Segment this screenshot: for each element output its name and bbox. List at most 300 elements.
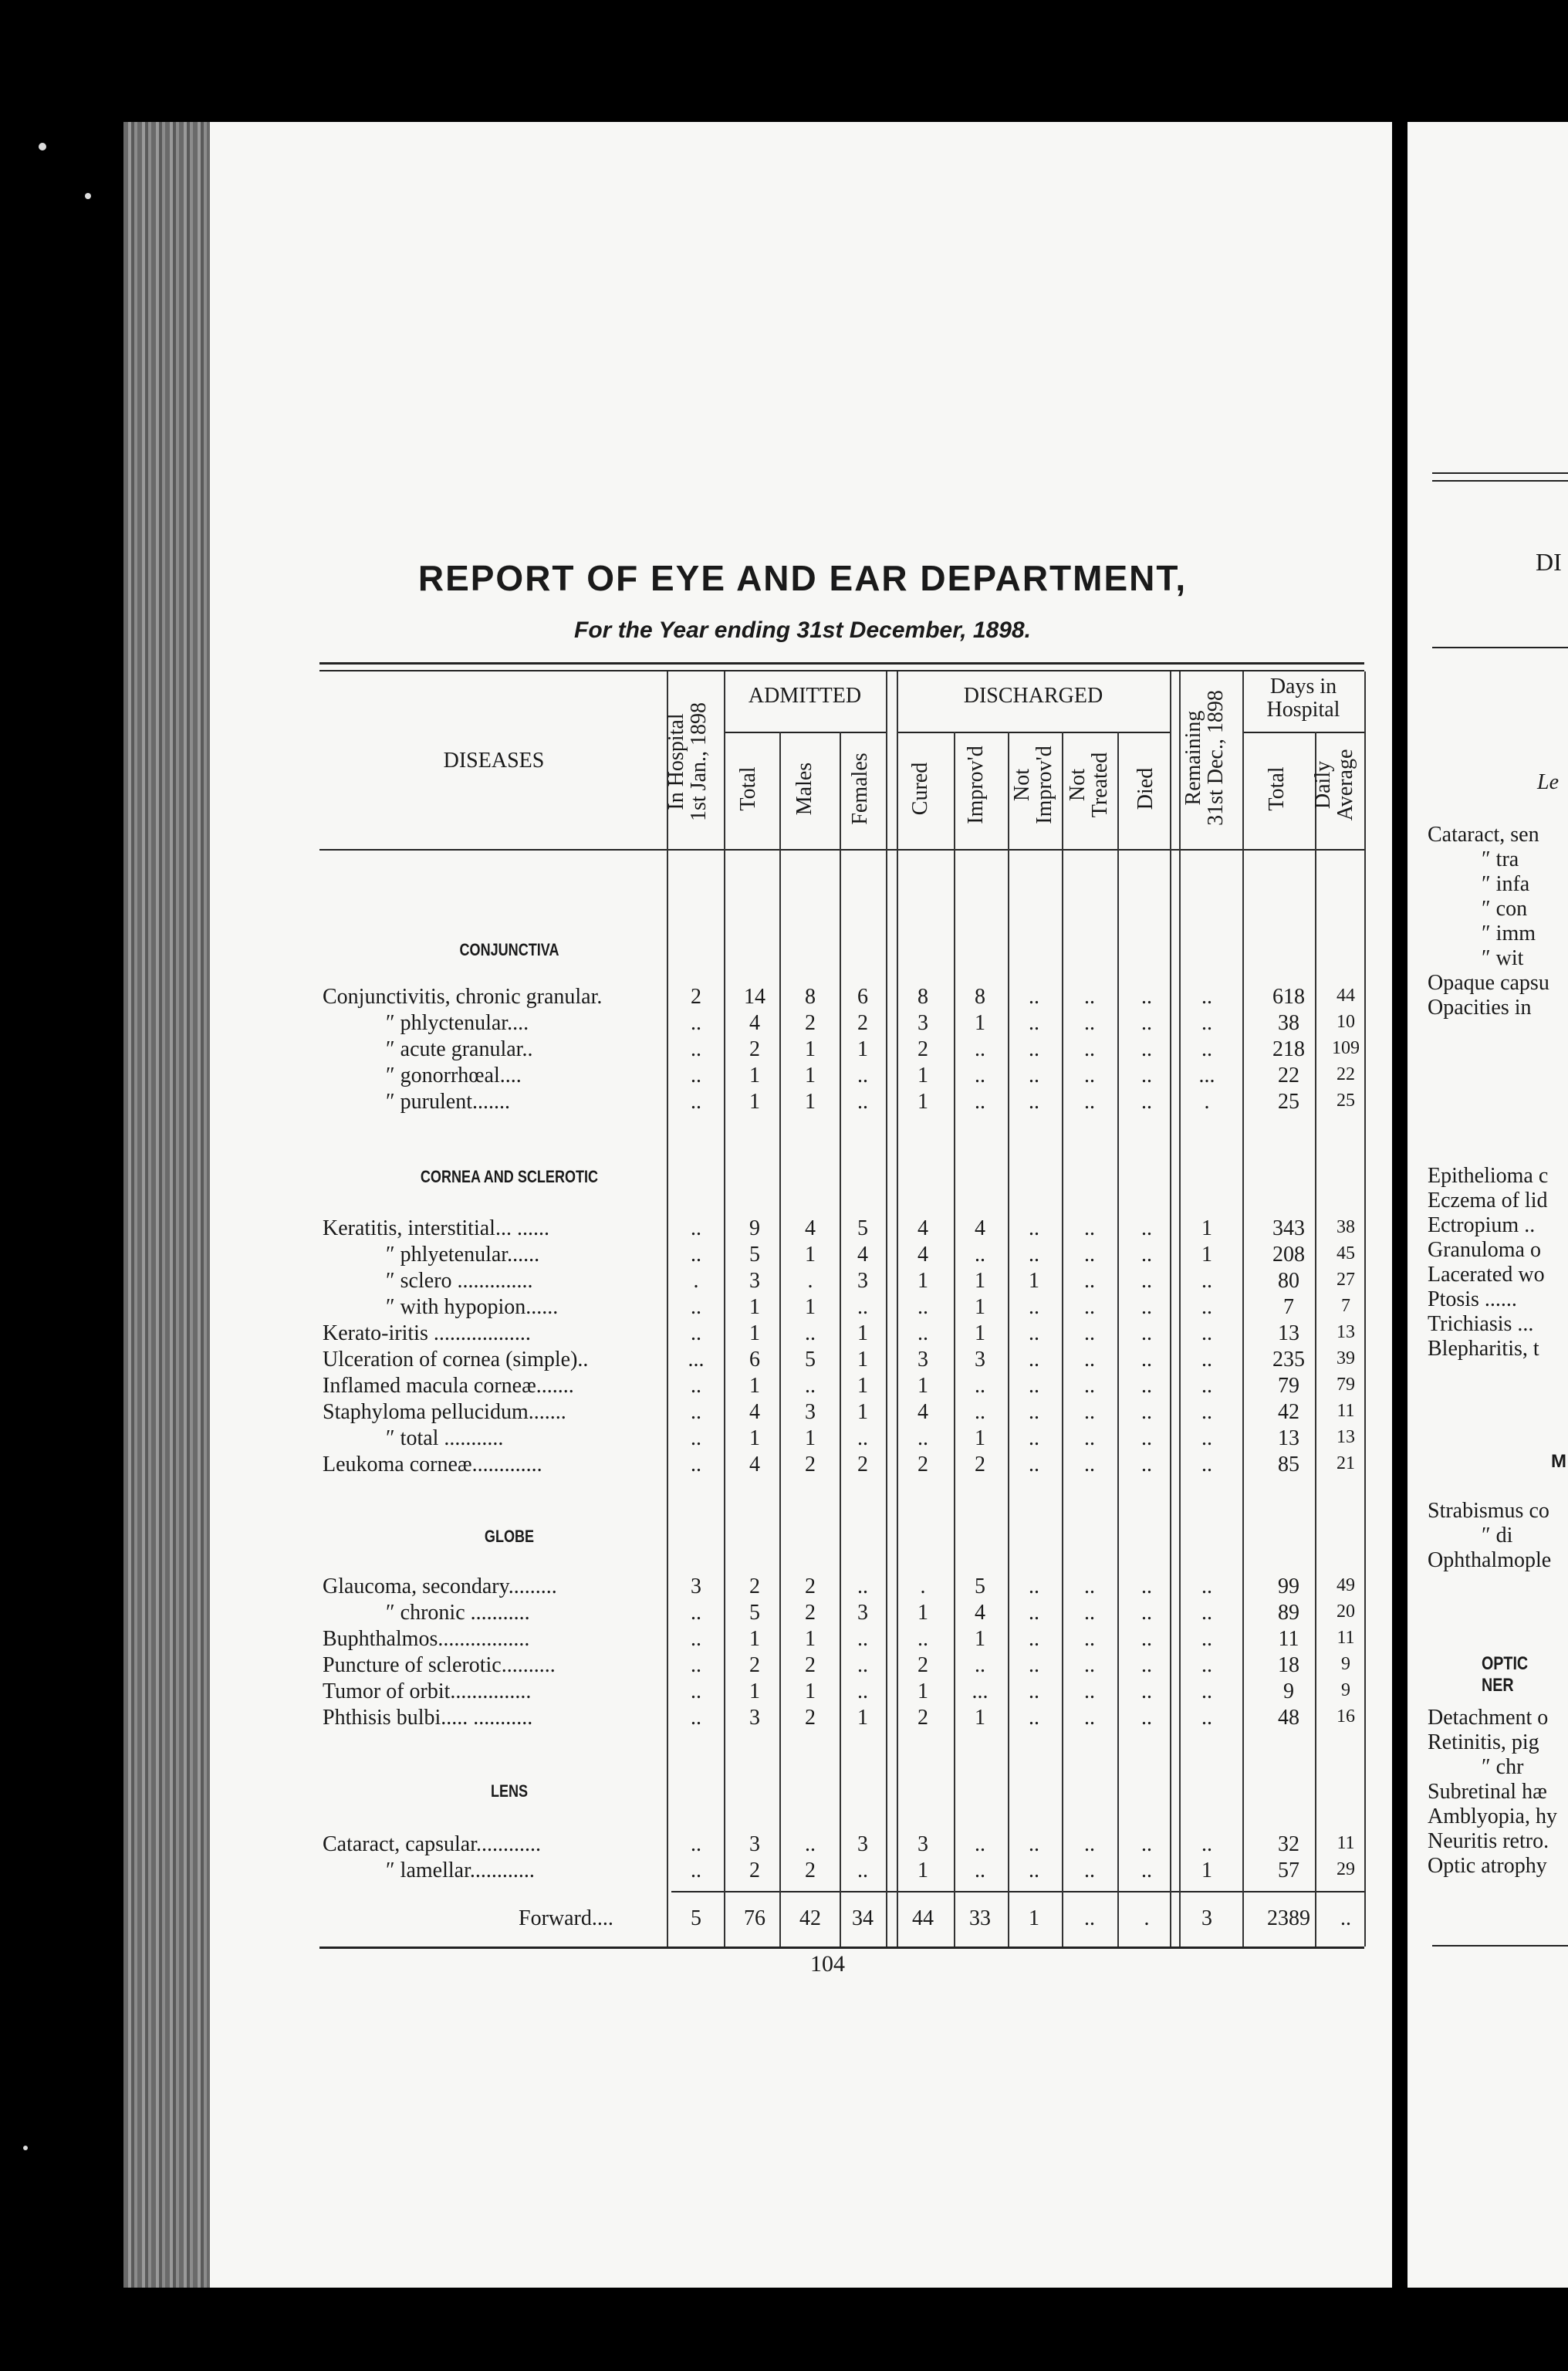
table-cell: 1 (749, 1627, 760, 1651)
table-cell: .. (691, 1627, 701, 1651)
table-cell: 1 (975, 1426, 985, 1450)
table-cell: .. (1084, 1037, 1095, 1061)
table-cell: 13 (1278, 1321, 1299, 1345)
table-cell: .. (1201, 1321, 1212, 1345)
table-cell: 2 (917, 1453, 928, 1476)
table-cell: 79 (1278, 1374, 1299, 1398)
table-cell: 4 (749, 1453, 760, 1476)
table-cell: 4 (805, 1216, 816, 1240)
table-cell: 2 (805, 1653, 816, 1677)
table-cell: .. (857, 1090, 868, 1114)
table-cell: 2 (917, 1037, 928, 1061)
table-cell: 38 (1278, 1011, 1299, 1035)
right-page-line: Detachment o (1428, 1706, 1549, 1730)
table-cell: 2 (857, 1011, 868, 1035)
table-cell: .. (1141, 1679, 1152, 1703)
right-page-line: Trichiasis ... (1428, 1312, 1534, 1336)
table-cell: .. (975, 1243, 985, 1267)
row-label: ″ acute granular.. (386, 1037, 533, 1061)
table-cell: .. (917, 1627, 928, 1651)
table-cell: .. (975, 1859, 985, 1882)
table-cell: 44 (1337, 986, 1355, 1006)
table-cell: 1 (749, 1090, 760, 1114)
table-cell: .. (1141, 1269, 1152, 1293)
right-page-line: Opaque capsu (1428, 971, 1549, 995)
table-cell: .. (1201, 1269, 1212, 1293)
table-cell: .. (857, 1859, 868, 1882)
forward-cell: 42 (799, 1906, 821, 1930)
header-remaining-line2: 31st Dec., 1898 (1204, 690, 1228, 826)
table-cell: 11 (1337, 1833, 1355, 1853)
table-cell: 1 (1201, 1859, 1212, 1882)
forward-cell: 2389 (1267, 1906, 1310, 1930)
table-cell: .. (1029, 1295, 1039, 1319)
table-cell: .. (1141, 1426, 1152, 1450)
dust-speck (23, 2146, 28, 2150)
table-cell: 32 (1278, 1832, 1299, 1856)
header-in-hospital (665, 681, 711, 843)
table-cell: .. (691, 1601, 701, 1625)
table-cell: .. (1084, 1295, 1095, 1319)
table-cell: .. (1141, 1574, 1152, 1598)
table-cell: 1 (975, 1706, 985, 1730)
table-cell: 1 (975, 1627, 985, 1651)
table-cell: .. (1141, 1832, 1152, 1856)
table-cell: .. (691, 1243, 701, 1267)
table-cell: 1 (1201, 1216, 1212, 1240)
header-not-improved-line2: Improv'd (1032, 746, 1057, 824)
table-cell: 1 (805, 1627, 816, 1651)
table-cell: .. (1084, 1243, 1095, 1267)
table-cell: .. (1201, 1011, 1212, 1035)
table-cell: 39 (1337, 1348, 1355, 1368)
table-cell: 45 (1337, 1243, 1355, 1263)
header-admitted: ADMITTED (748, 684, 862, 708)
header-in-hospital-line1: In Hospital (664, 713, 688, 810)
table-cell: .. (1201, 1453, 1212, 1476)
right-section-m: M (1551, 1451, 1566, 1472)
table-cell: .. (1029, 1679, 1039, 1703)
table-cell: .. (975, 1374, 985, 1398)
table-cell: .. (1029, 1859, 1039, 1882)
table-cell: 218 (1272, 1037, 1305, 1061)
table-cell: .. (975, 1064, 985, 1087)
table-cell: .. (1141, 1064, 1152, 1087)
table-cell: ... (688, 1348, 705, 1372)
right-page-line: Subretinal hæ (1428, 1780, 1547, 1804)
table-cell: 29 (1337, 1859, 1355, 1879)
forward-label: Forward.... (519, 1906, 613, 1930)
table-cell: 2 (691, 985, 701, 1009)
table-cell: 1 (805, 1243, 816, 1267)
table-cell: 2 (805, 1011, 816, 1035)
section-conjunctiva: CONJUNCTIVA (459, 940, 559, 959)
table-cell: . (693, 1269, 699, 1293)
table-cell: .. (1029, 1453, 1039, 1476)
table-cell: .. (1201, 1706, 1212, 1730)
table-cell: 5 (749, 1243, 760, 1267)
table-cell: 3 (749, 1269, 760, 1293)
table-cell: 2 (805, 1601, 816, 1625)
table-cell: .. (691, 1090, 701, 1114)
right-page-line: Ophthalmople (1428, 1548, 1552, 1572)
table-cell: .. (1141, 1037, 1152, 1061)
report-subtitle: For the Year ending 31st December, 1898. (574, 617, 1031, 643)
header-not-treated (1066, 735, 1112, 835)
table-cell: 1 (749, 1321, 760, 1345)
forward-cell: 33 (969, 1906, 991, 1930)
table-cell: 48 (1278, 1706, 1299, 1730)
table-top-rule-2 (319, 670, 1364, 671)
row-label: ″ with hypopion...... (386, 1295, 559, 1319)
table-cell: .. (691, 1832, 701, 1856)
table-cell: .. (1084, 1216, 1095, 1240)
table-cell: .. (1201, 985, 1212, 1009)
table-cell: 7 (1341, 1296, 1350, 1316)
header-females: Females (848, 753, 872, 825)
table-cell: 27 (1337, 1270, 1355, 1290)
table-cell: .. (1141, 1374, 1152, 1398)
row-label: Inflamed macula corneæ....... (323, 1374, 574, 1398)
table-cell: .. (691, 1400, 701, 1424)
table-cell: .. (1141, 1090, 1152, 1114)
table-cell: .. (1029, 1348, 1039, 1372)
table-cell: 1 (749, 1426, 760, 1450)
right-page-line: Ectropium .. (1428, 1213, 1536, 1237)
right-page-line: ″ infa (1482, 872, 1530, 896)
section-lens: LENS (490, 1781, 529, 1801)
table-cell: 1 (975, 1011, 985, 1035)
table-cell: 2 (749, 1574, 760, 1598)
table-cell: .. (975, 1037, 985, 1061)
table-cell: .. (1029, 1627, 1039, 1651)
table-cell: 57 (1278, 1859, 1299, 1882)
header-remaining (1182, 673, 1228, 843)
right-page-line: Opacities in (1428, 996, 1532, 1020)
right-section-optic: OPTIC NER (1482, 1653, 1529, 1696)
right-page-line: Epithelioma c (1428, 1164, 1549, 1188)
right-page-line: Strabismus co (1428, 1499, 1549, 1523)
table-cell: 343 (1272, 1216, 1305, 1240)
table-cell: .. (857, 1426, 868, 1450)
table-cell: .. (1141, 985, 1152, 1009)
table-cell: .. (1029, 1706, 1039, 1730)
table-cell: 8 (805, 985, 816, 1009)
right-page-line: Lacerated wo (1428, 1263, 1545, 1287)
table-cell: .. (805, 1832, 816, 1856)
header-daily-average-line1: Daily (1311, 760, 1335, 810)
table-cell: 13 (1337, 1427, 1355, 1447)
right-page-line: Blepharitis, t (1428, 1337, 1539, 1361)
header-cured: Cured (908, 762, 932, 816)
header-days-total: Total (1265, 766, 1289, 811)
table-cell: 89 (1278, 1601, 1299, 1625)
header-remaining-line1: Remaining (1181, 710, 1205, 806)
table-cell: 2 (805, 1706, 816, 1730)
table-cell: .. (1201, 1348, 1212, 1372)
table-cell: 3 (857, 1832, 868, 1856)
table-cell: .. (1029, 1011, 1039, 1035)
table-cell: 235 (1272, 1348, 1305, 1372)
table-cell: .. (1141, 1011, 1152, 1035)
table-cell: .. (1084, 1453, 1095, 1476)
header-diseases: DISEASES (443, 749, 545, 773)
row-label: Ulceration of cornea (simple).. (323, 1348, 589, 1372)
right-page-line: Amblyopia, hy (1428, 1804, 1557, 1828)
table-cell: .. (1084, 985, 1095, 1009)
table-cell: .. (1141, 1601, 1152, 1625)
table-cell: 8 (917, 985, 928, 1009)
table-cell: 80 (1278, 1269, 1299, 1293)
table-cell: 10 (1337, 1012, 1355, 1032)
table-cell: 1 (917, 1859, 928, 1882)
table-cell: 42 (1278, 1400, 1299, 1424)
table-cell: 5 (805, 1348, 816, 1372)
table-cell: .. (1084, 1269, 1095, 1293)
table-cell: .. (1141, 1348, 1152, 1372)
header-daily-average (1312, 735, 1357, 835)
right-sub-fragment: Le (1537, 770, 1559, 794)
table-cell: .. (917, 1295, 928, 1319)
row-label: ″ total ........... (386, 1426, 504, 1450)
table-cell: .. (691, 1859, 701, 1882)
row-label: ″ sclero .............. (386, 1269, 533, 1293)
table-cell: 4 (917, 1216, 928, 1240)
table-cell: 2 (749, 1653, 760, 1677)
right-page-line: Cataract, sen (1428, 823, 1539, 847)
discharged-rule (897, 732, 1170, 733)
forward-cell: .. (1340, 1906, 1351, 1930)
table-cell: 2 (749, 1037, 760, 1061)
table-cell: 38 (1337, 1217, 1355, 1237)
table-cell: 1 (917, 1269, 928, 1293)
row-label: Buphthalmos................. (323, 1627, 530, 1651)
table-cell: .. (691, 1011, 701, 1035)
forward-cell: . (1144, 1906, 1150, 1930)
forward-cell: 5 (691, 1906, 701, 1930)
report-title: REPORT OF EYE AND EAR DEPARTMENT, (417, 558, 1188, 598)
right-page-line: Ptosis ...... (1428, 1287, 1517, 1311)
table-cell: 2 (805, 1453, 816, 1476)
table-cell: .. (1029, 1243, 1039, 1267)
table-cell: .. (1141, 1627, 1152, 1651)
header-improved: Improv'd (964, 746, 988, 824)
table-cell: 1 (805, 1090, 816, 1114)
table-cell: .. (975, 1832, 985, 1856)
table-cell: 2 (805, 1859, 816, 1882)
table-cell: .. (1201, 1832, 1212, 1856)
table-cell: .. (1029, 1601, 1039, 1625)
table-cell: 22 (1337, 1064, 1355, 1084)
header-in-hospital-line2: 1st Jan., 1898 (687, 702, 711, 821)
table-cell: .. (1084, 1601, 1095, 1625)
table-cell: 3 (975, 1348, 985, 1372)
table-cell: .. (1084, 1064, 1095, 1087)
forward-cell: 44 (912, 1906, 934, 1930)
table-cell: 208 (1272, 1243, 1305, 1267)
header-not-treated-line1: Not (1066, 769, 1090, 801)
table-cell: .. (1201, 1426, 1212, 1450)
row-label: Glaucoma, secondary......... (323, 1574, 557, 1598)
table-cell: 1 (749, 1064, 760, 1087)
table-cell: .. (691, 1453, 701, 1476)
table-cell: 25 (1337, 1091, 1355, 1111)
table-cell: .. (1029, 1832, 1039, 1856)
admitted-rule (724, 732, 886, 733)
right-heading-fragment: DI (1536, 548, 1562, 576)
table-cell: .. (691, 1653, 701, 1677)
table-cell: 5 (749, 1601, 760, 1625)
table-cell: .. (1141, 1859, 1152, 1882)
table-cell: . (1204, 1090, 1210, 1114)
table-cell: .. (857, 1679, 868, 1703)
right-page-line: Eczema of lid (1428, 1189, 1548, 1213)
header-not-improved (1011, 735, 1056, 835)
table-cell: 2 (749, 1859, 760, 1882)
table-cell: .. (1141, 1295, 1152, 1319)
table-cell: 4 (975, 1601, 985, 1625)
page-number: 104 (810, 1951, 845, 1977)
table-cell: .. (1141, 1706, 1152, 1730)
table-cell: .. (1084, 1321, 1095, 1345)
section-globe: GLOBE (484, 1527, 535, 1546)
row-label: ″ gonorrhœal.... (386, 1064, 522, 1087)
header-bottom-rule (319, 849, 1364, 851)
table-cell: 6 (857, 985, 868, 1009)
table-cell: .. (691, 1064, 701, 1087)
header-days-in-1: Days in (1269, 675, 1337, 698)
table-cell: 2 (917, 1706, 928, 1730)
table-cell: 21 (1337, 1453, 1355, 1473)
table-cell: .. (1141, 1216, 1152, 1240)
table-cell: 1 (917, 1090, 928, 1114)
table-cell: 5 (975, 1574, 985, 1598)
table-cell: 1 (917, 1679, 928, 1703)
header-daily-average-line2: Average (1333, 749, 1358, 821)
table-cell: .. (1084, 1679, 1095, 1703)
table-cell: .. (1084, 1653, 1095, 1677)
table-cell: 3 (857, 1601, 868, 1625)
table-cell: 3 (691, 1574, 701, 1598)
table-cell: 3 (749, 1706, 760, 1730)
header-died: Died (1134, 767, 1157, 810)
table-cell: 109 (1332, 1038, 1360, 1058)
right-bottom-rule (1432, 1945, 1568, 1947)
table-cell: .. (1201, 1574, 1212, 1598)
table-cell: 4 (857, 1243, 868, 1267)
table-cell: .. (857, 1064, 868, 1087)
row-label: Puncture of sclerotic.......... (323, 1653, 556, 1677)
table-cell: 99 (1278, 1574, 1299, 1598)
table-cell: .. (975, 1653, 985, 1677)
table-cell: 1 (805, 1679, 816, 1703)
table-cell: .. (691, 1426, 701, 1450)
table-cell: .. (1084, 1706, 1095, 1730)
table-cell: 1 (1029, 1269, 1039, 1293)
table-cell: 3 (917, 1348, 928, 1372)
table-cell: 1 (857, 1321, 868, 1345)
table-cell: 8 (975, 985, 985, 1009)
table-cell: 79 (1337, 1375, 1355, 1395)
page-edge-binding (123, 122, 210, 2288)
table-cell: .. (1084, 1374, 1095, 1398)
table-cell: .. (1201, 1295, 1212, 1319)
table-cell: . (920, 1574, 926, 1598)
table-cell: ... (972, 1679, 988, 1703)
table-cell: .. (1084, 1832, 1095, 1856)
right-page-line: ″ wit (1482, 946, 1524, 970)
table-cell: .. (1029, 985, 1039, 1009)
right-page-line: ″ di (1482, 1524, 1513, 1547)
table-cell: 1 (749, 1374, 760, 1398)
right-header-rule (1432, 647, 1568, 648)
table-cell: 4 (749, 1400, 760, 1424)
days-rule (1242, 732, 1364, 733)
left-page (123, 122, 1392, 2288)
table-cell: .. (1029, 1064, 1039, 1087)
table-cell: .. (1084, 1627, 1095, 1651)
right-page-line: Neuritis retro. (1428, 1829, 1549, 1853)
table-cell: 1 (975, 1295, 985, 1319)
table-cell: 3 (917, 1011, 928, 1035)
forward-top-rule (671, 1891, 1364, 1892)
right-page-line: ″ chr (1482, 1755, 1524, 1779)
table-cell: .. (917, 1426, 928, 1450)
table-cell: .. (691, 1679, 701, 1703)
table-cell: 1 (749, 1679, 760, 1703)
right-page-line: Optic atrophy (1428, 1854, 1547, 1878)
table-cell: 11 (1278, 1627, 1299, 1651)
table-cell: .. (691, 1706, 701, 1730)
table-cell: 1 (857, 1706, 868, 1730)
row-label: ″ lamellar............ (386, 1859, 535, 1882)
table-cell: .. (1201, 1653, 1212, 1677)
table-cell: .. (1029, 1400, 1039, 1424)
table-cell: 5 (857, 1216, 868, 1240)
header-not-improved-line1: Not (1010, 769, 1034, 801)
table-cell: .. (1201, 1374, 1212, 1398)
table-cell: 1 (917, 1064, 928, 1087)
row-label: ″ purulent....... (386, 1090, 510, 1114)
table-cell: ... (1198, 1064, 1215, 1087)
forward-cell: .. (1084, 1906, 1095, 1930)
table-cell: .. (1201, 1627, 1212, 1651)
table-cell: 1 (857, 1374, 868, 1398)
right-page-line: Retinitis, pig (1428, 1730, 1539, 1754)
table-cell: 9 (1283, 1679, 1294, 1703)
table-cell: 2 (975, 1453, 985, 1476)
forward-cell: 76 (744, 1906, 765, 1930)
section-cornea-sclerotic: CORNEA AND SCLEROTIC (420, 1167, 599, 1186)
table-cell: 13 (1278, 1426, 1299, 1450)
table-cell: 11 (1337, 1401, 1355, 1421)
table-cell: 3 (857, 1269, 868, 1293)
table-cell: .. (691, 1321, 701, 1345)
table-cell: .. (1029, 1037, 1039, 1061)
forward-cell: 3 (1201, 1906, 1212, 1930)
table-cell: 11 (1337, 1628, 1355, 1648)
table-cell: 1 (857, 1037, 868, 1061)
table-cell: 9 (1341, 1654, 1350, 1674)
table-cell: .. (691, 1295, 701, 1319)
dust-speck (85, 193, 91, 199)
table-cell: .. (1084, 1400, 1095, 1424)
table-cell: 1 (917, 1601, 928, 1625)
table-cell: 20 (1337, 1602, 1355, 1622)
table-cell: .. (1201, 1679, 1212, 1703)
right-page-line: ″ con (1482, 897, 1528, 921)
table-cell: .. (805, 1321, 816, 1345)
